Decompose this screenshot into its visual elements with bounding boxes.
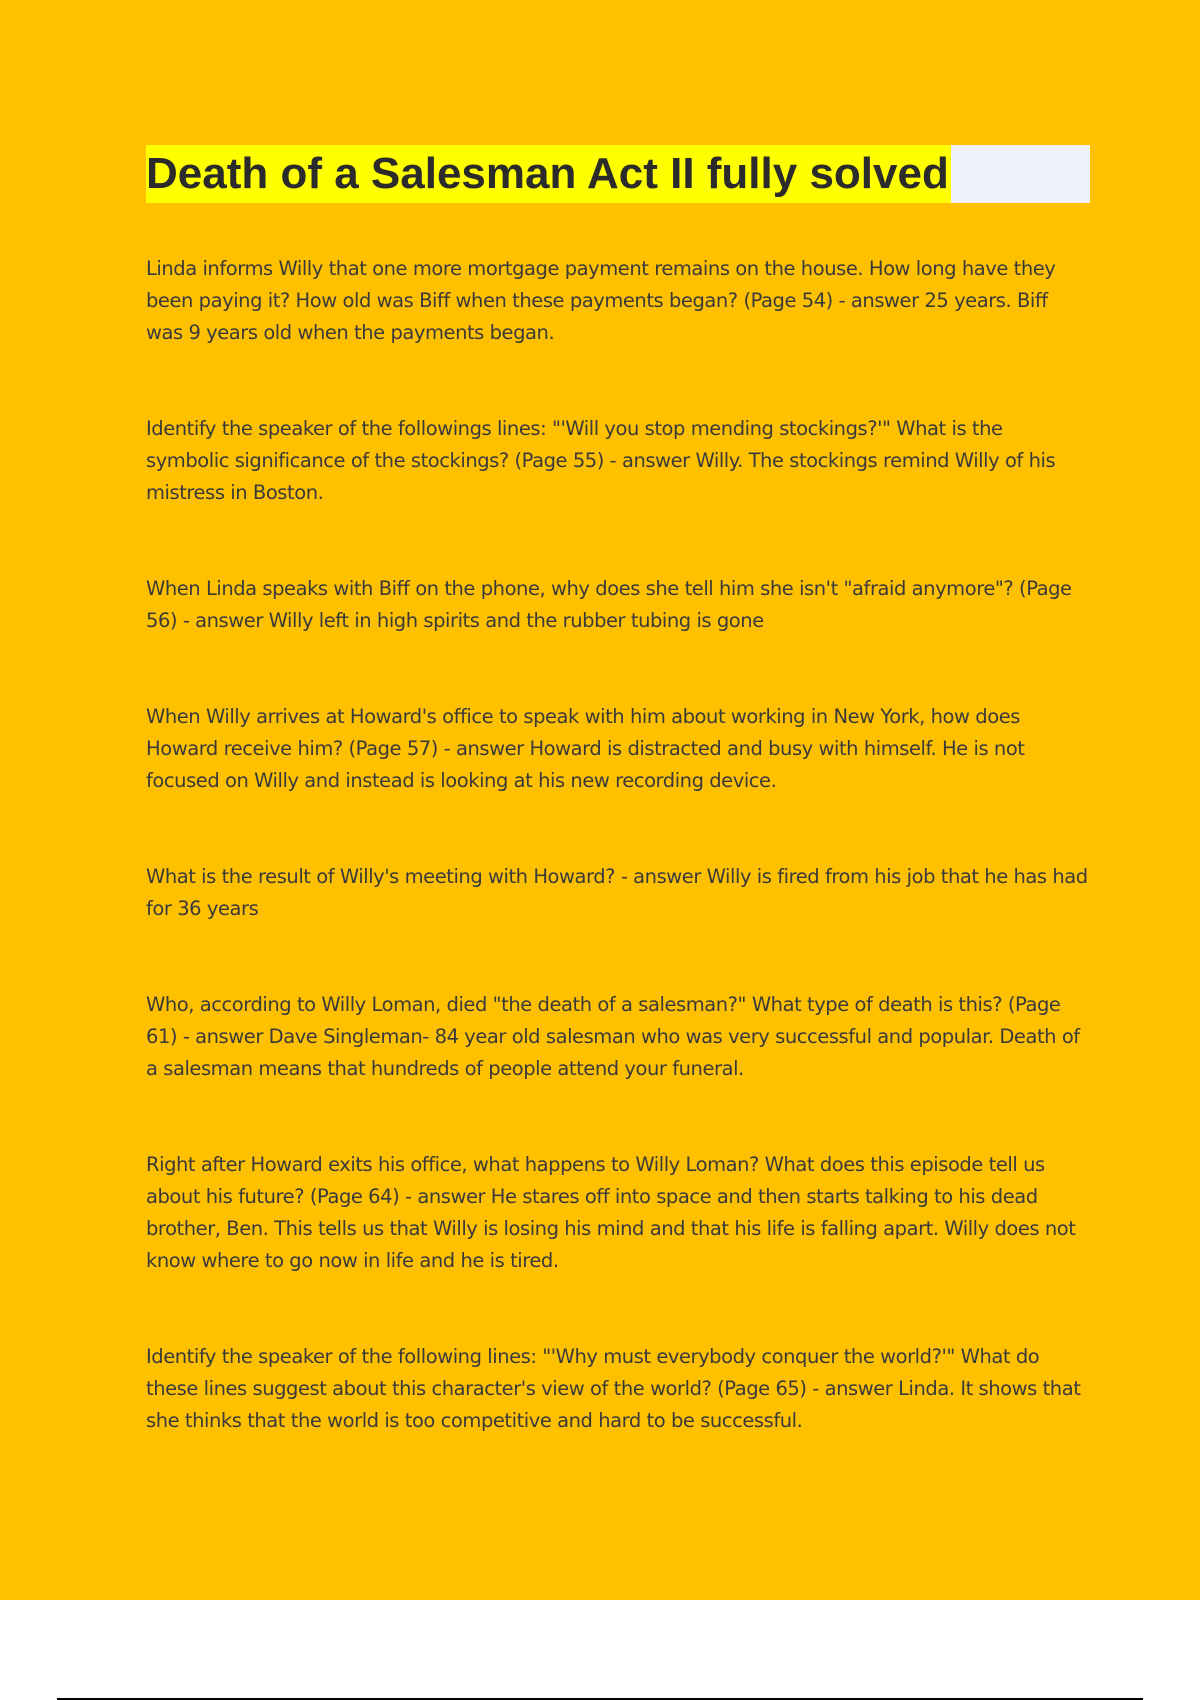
qa-item-4: When Willy arrives at Howard's office to speak with him about working in New York, how does Howard receive him? (Page 57) - answer Howard is distracted and busy with himself. He is not focused on Willy and instead is looking at his new recording device. <box>146 705 1025 792</box>
qa-item-6: Who, according to Willy Loman, died "the death of a salesman?" What type of death is this? (Page 61) - answer Dave Singleman- 84 year old salesman who was very successful and popular. Death of a salesman means that hundreds of people attend your funeral. <box>146 993 1080 1080</box>
qa-item-1: Linda informs Willy that one more mortgage payment remains on the house. How long have they been paying it? How old was Biff when these payments began? (Page 54) - answer 25 years. Biff was 9 years old when the payments began. <box>146 257 1056 344</box>
document-title: Death of a Salesman Act II fully solved <box>146 145 951 203</box>
qa-item-8: Identify the speaker of the following lines: "'Why must everybody conquer the world?'" What do these lines suggest about this character's view of the world? (Page 65) - answer Linda. It shows that she thinks that the world is too competitive and hard to be successful. <box>146 1345 1081 1432</box>
qa-item-7: Right after Howard exits his office, what happens to Willy Loman? What does this episode tell us about his future? (Page 64) - answer He stares off into space and then starts talking to his dead brother, Ben. This tells us that Willy is losing his mind and that his life is falling apart. Willy does not know where to go now in life and he is tired. <box>146 1153 1076 1272</box>
qa-item-2: Identify the speaker of the followings lines: "'Will you stop mending stockings?'" What is the symbolic significance of the stockings? (Page 55) - answer Willy. The stockings remind Willy of his mistress in Boston. <box>146 417 1056 504</box>
title-highlight-gap <box>951 145 1090 203</box>
document-body <box>146 145 1090 1437</box>
qa-item-5: What is the result of Willy's meeting with Howard? - answer Willy is fired from his job that he has had for 36 years <box>146 865 1088 920</box>
qa-item-3: When Linda speaks with Biff on the phone, why does she tell him she isn't "afraid anymore"? (Page 56) - answer Willy left in high spirits and the rubber tubing is gone <box>146 577 1072 632</box>
title-bar <box>146 145 1090 203</box>
